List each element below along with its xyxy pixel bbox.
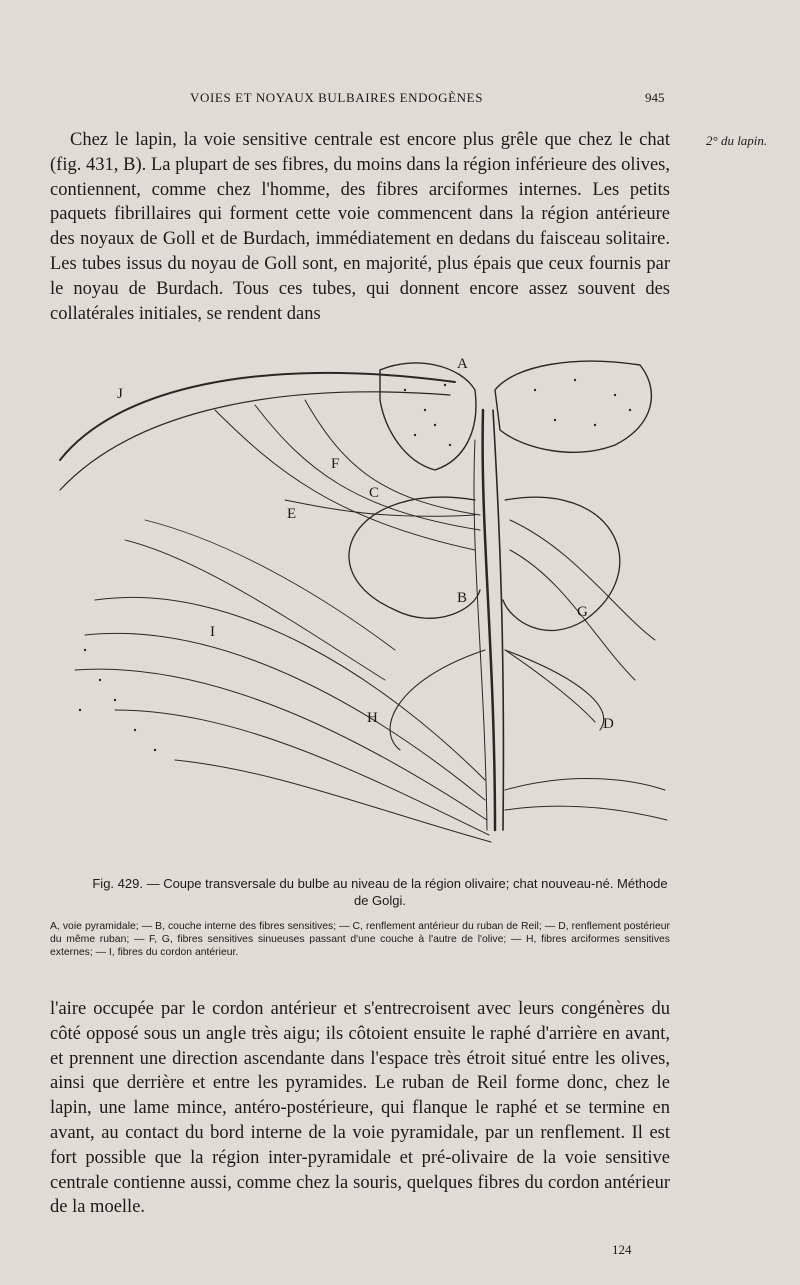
figure-label-e: E: [287, 506, 297, 522]
figure-label-j: J: [117, 386, 123, 402]
figure-label-c: C: [369, 485, 380, 501]
figure-legend: A, voie pyramidale; — B, couche interne des fibres sensitives; — C, renflement antérieur du ruban de Reil; — D, renflement postérieur du même ruban; — F, G, fibres sensitives sinueuses passant d'une couche à l'autre de l'olive; — H, fibres arciformes sensitives externes; — I, fibres du cordon antérieur.: [50, 921, 670, 958]
medulla-section-drawing: [55, 350, 670, 850]
figure-label-f: F: [331, 456, 340, 472]
figure-caption-text: — Coupe transversale du bulbe au niveau de la région olivaire; chat nouveau-né. Méthode de Golgi.: [146, 876, 668, 908]
figure-label-b: B: [457, 590, 468, 606]
page-number: 945: [645, 90, 665, 105]
figure-label-h: H: [367, 710, 378, 726]
figure-number: Fig. 429.: [92, 876, 143, 891]
figure-label-g: G: [577, 604, 588, 620]
running-head-title: VOIES ET NOYAUX BULBAIRES ENDOGÈNES: [190, 90, 484, 105]
signature-mark: 124: [612, 1242, 632, 1257]
figure-label-a: A: [457, 356, 468, 372]
margin-note: 2° du lapin.: [706, 133, 768, 148]
figure-label-i: I: [210, 624, 215, 640]
figure-illustration: [55, 350, 670, 850]
figure-label-d: D: [603, 716, 614, 732]
paragraph-2: l'aire occupée par le cordon antérieur et s'entrecroisent avec leurs congénères du côté opposé sous un angle très aigu; ils côtoient ensuite le raphé d'arrière en avant, et prennent une direction ascendante dans l'espace très étroit situé entre les olives, ainsi que derrière et entre les pyramides. Le ruban de Reil forme donc, chez le lapin, une lame mince, antéro-postérieure, qui flanque le raphé et se termine en avant, au contact du bord interne de la voie pyramidale, par un renflement. Il est fort possible que la région inter-pyramidale et pré-olivaire de la voie sensitive centrale contienne aussi, comme chez la souris, quelques fibres du cordon antérieur de la moelle.: [50, 999, 670, 1218]
paragraph-1: Chez le lapin, la voie sensitive centrale est encore plus grêle que chez le chat (fig. 431, B). La plupart de ses fibres, du moins dans la région inférieure des olives, contiennent, comme chez l'homme, des fibres arciformes internes. Les petits paquets fibrillaires qui forment cette voie commencent dans la région antérieure des noyaux de Goll et de Burdach, immédiatement en dedans du faisceau solitaire. Les tubes issus du noyau de Goll sont, en majorité, plus épais que ceux fournis par le noyau de Burdach. Tous ces tubes, qui donnent encore assez souvent des collatérales initiales, se rendent dans: [50, 130, 670, 324]
figure-caption: [90, 875, 670, 909]
